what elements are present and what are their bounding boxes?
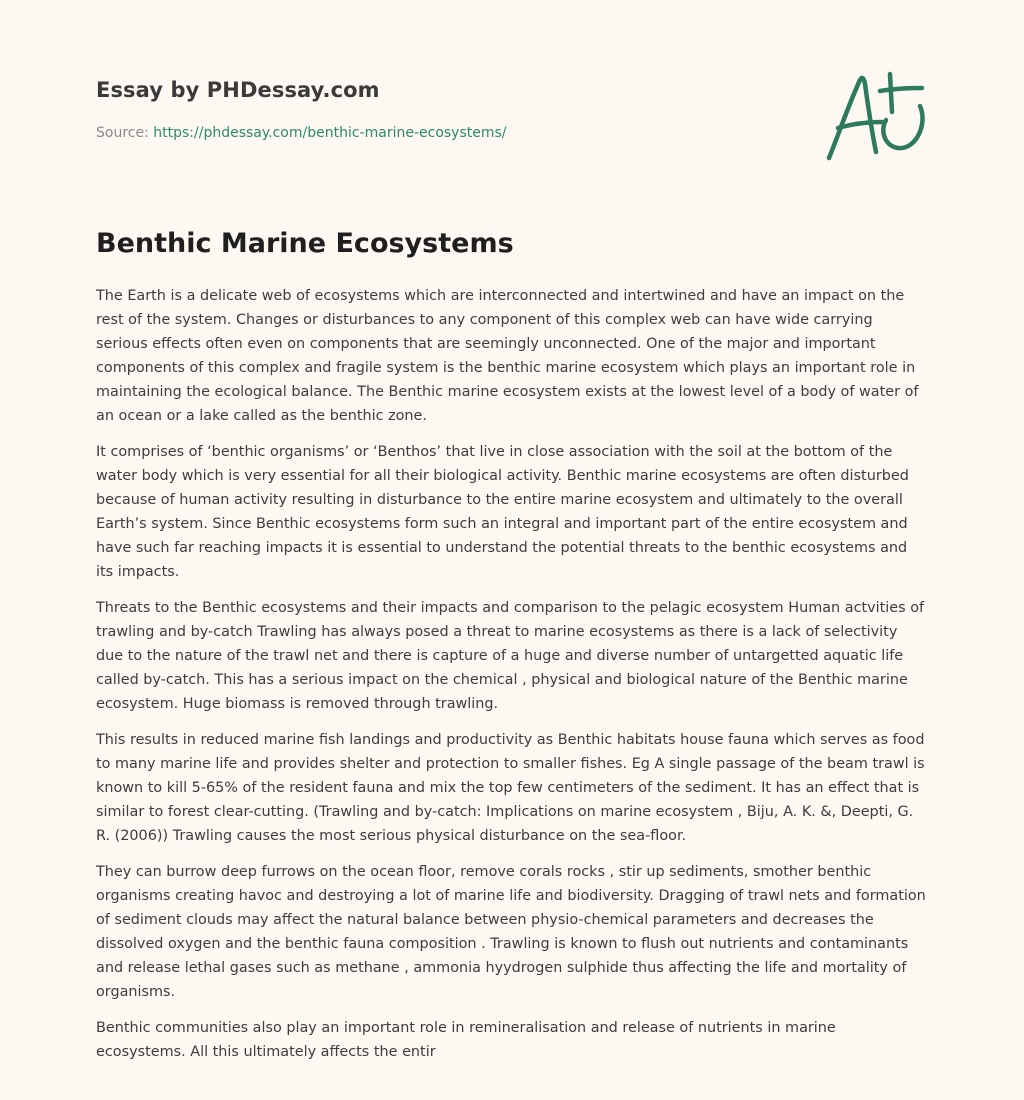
a-plus-logo-icon <box>820 66 930 166</box>
a-plus-logo-graphic <box>820 66 930 166</box>
essay-paragraph: Benthic communities also play an important role in remineralisation and release of nutrients in marine ecosystems. All this ultimately affects the entir <box>96 1020 836 1060</box>
essay-title: Benthic Marine Ecosystems <box>96 228 514 259</box>
essay-paragraph: Threats to the Benthic ecosystems and their impacts and comparison to the pelagic ecosystem Human actvities of trawling and by-catch Trawling has always posed a threat to marine ecosystems as there is a lack of selectivity due to the nature of the trawl net and there is capture of a huge and diverse number of untargetted aquatic life called by-catch. This has a serious impact on the chemical , physical and biological nature of the Benthic marine ecosystem. Huge biomass is removed through trawling. <box>96 600 925 712</box>
source-line <box>96 123 736 143</box>
essay-body <box>96 284 928 1076</box>
site-title: Essay by PHDessay.com <box>96 78 380 102</box>
essay-header <box>96 76 736 143</box>
source-link[interactable]: https://phdessay.com/benthic-marine-ecosystems/ <box>153 125 507 141</box>
essay-paragraph: This results in reduced marine fish landings and productivity as Benthic habitats house fauna which serves as food to many marine life and provides shelter and protection to smaller fishes. Eg A single passage of the beam trawl is known to kill 5-65% of the resident fauna and mix the top few centimeters of the sediment. It has an effect that is similar to forest clear-cutting. (Trawling and by-catch: Implications on marine ecosystem , Biju, A. K. &, Deepti, G. R. (2006)) Trawling causes the most serious physical disturbance on the sea-floor. <box>96 732 925 844</box>
essay-paragraph: They can burrow deep furrows on the ocean floor, remove corals rocks , stir up sediments, smother benthic organisms creating havoc and destroying a lot of marine life and biodiversity. Dragging of trawl nets and formation of sediment clouds may affect the natural balance between physio-chemical parameters and decreases the dissolved oxygen and the benthic fauna composition . Trawling is known to flush out nutrients and contaminants and release lethal gases such as methane , ammonia hyydrogen sulphide thus affecting the life and mortality of organisms. <box>96 864 926 1000</box>
essay-paragraph: The Earth is a delicate web of ecosystems which are interconnected and intertwined and have an impact on the rest of the system. Changes or disturbances to any component of this complex web can have wide carrying serious effects often even on components that are seemingly unconnected. One of the major and important components of this complex and fragile system is the benthic marine ecosystem which plays an important role in maintaining the ecological balance. The Benthic marine ecosystem exists at the lowest level of a body of water of an ocean or a lake called as the benthic zone. <box>96 288 919 424</box>
essay-paragraph: It comprises of ‘benthic organisms’ or ‘Benthos’ that live in close association with the soil at the bottom of the water body which is very essential for all their biological activity. Benthic marine ecosystems are often disturbed because of human activity resulting in disturbance to the entire marine ecosystem and ultimately to the overall Earth’s system. Since Benthic ecosystems form such an integral and important part of the entire ecosystem and have such far reaching impacts it is essential to understand the potential threats to the benthic ecosystems and its impacts. <box>96 444 909 580</box>
source-label: Source: <box>96 125 149 141</box>
